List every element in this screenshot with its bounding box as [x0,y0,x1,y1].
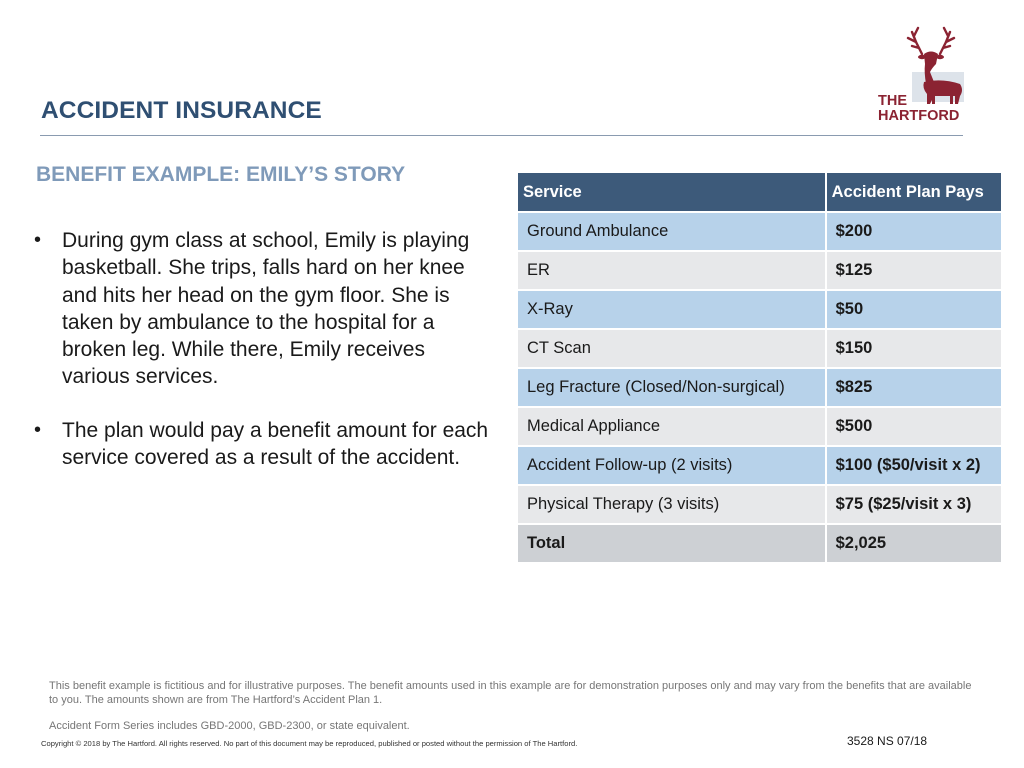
header-divider [40,135,963,136]
service-cell: Accident Follow-up (2 visits) [517,446,826,485]
story-bullet [34,227,494,391]
service-cell: Ground Ambulance [517,212,826,251]
pays-cell: $125 [826,251,1002,290]
table-row [517,329,1002,368]
pays-cell: $150 [826,329,1002,368]
service-cell: ER [517,251,826,290]
table-row [517,212,1002,251]
service-cell: Medical Appliance [517,407,826,446]
pays-cell: $200 [826,212,1002,251]
column-header-plan-pays: Accident Plan Pays [826,172,1002,212]
table-total-row [517,524,1002,563]
pays-cell: $50 [826,290,1002,329]
section-subtitle: BENEFIT EXAMPLE: EMILY’S STORY [36,163,406,186]
stag-icon [908,28,964,104]
copyright-text: Copyright © 2018 by The Hartford. All rights reserved. No part of this document may be reproduced, published or posted without the permission of The Hartford. [41,739,578,748]
hartford-logo [872,24,972,126]
story-bullet [34,417,494,472]
pays-cell: $100 ($50/visit x 2) [826,446,1002,485]
table-row [517,485,1002,524]
disclaimer-text: This benefit example is fictitious and for illustrative purposes. The benefit amounts used in this example are for demonstration purposes only and may vary from the benefits that are available to you. The amounts shown are from The Hartford’s Accident Plan 1. [49,680,972,706]
service-cell: Leg Fracture (Closed/Non-surgical) [517,368,826,407]
table-row [517,290,1002,329]
service-cell: Physical Therapy (3 visits) [517,485,826,524]
table-row [517,368,1002,407]
form-series-text: Accident Form Series includes GBD-2000, GBD-2300, or state equivalent. [49,720,410,732]
logo-text-the: THE [878,93,907,109]
page-title: ACCIDENT INSURANCE [41,97,322,124]
logo-text-hartford: HARTFORD [878,108,960,124]
pays-cell: $825 [826,368,1002,407]
bullet-dot-icon: • [34,418,42,441]
service-cell: CT Scan [517,329,826,368]
benefit-table [516,171,1003,564]
column-header-service: Service [517,172,826,212]
table-header-row [517,172,1002,212]
bullet-dot-icon: • [34,229,42,251]
story-bullet-text: During gym class at school, Emily is playing basketball. She trips, falls hard on her knee and hits her head on the gym floor. She is taken by ambulance to the hospital for a broken leg. While there, Emily receives various services. [62,229,470,389]
table-row [517,446,1002,485]
pays-cell: $500 [826,407,1002,446]
service-cell: X-Ray [517,290,826,329]
story-bullet-list [34,227,494,471]
table-row [517,407,1002,446]
document-code: 3528 NS 07/18 [847,734,928,748]
total-value-cell: $2,025 [826,524,1002,563]
story-bullet-text: The plan would pay a benefit amount for each service covered as a result of the accident. [62,418,489,470]
pays-cell: $75 ($25/visit x 3) [826,485,1002,524]
table-row [517,251,1002,290]
total-label-cell: Total [517,524,826,563]
